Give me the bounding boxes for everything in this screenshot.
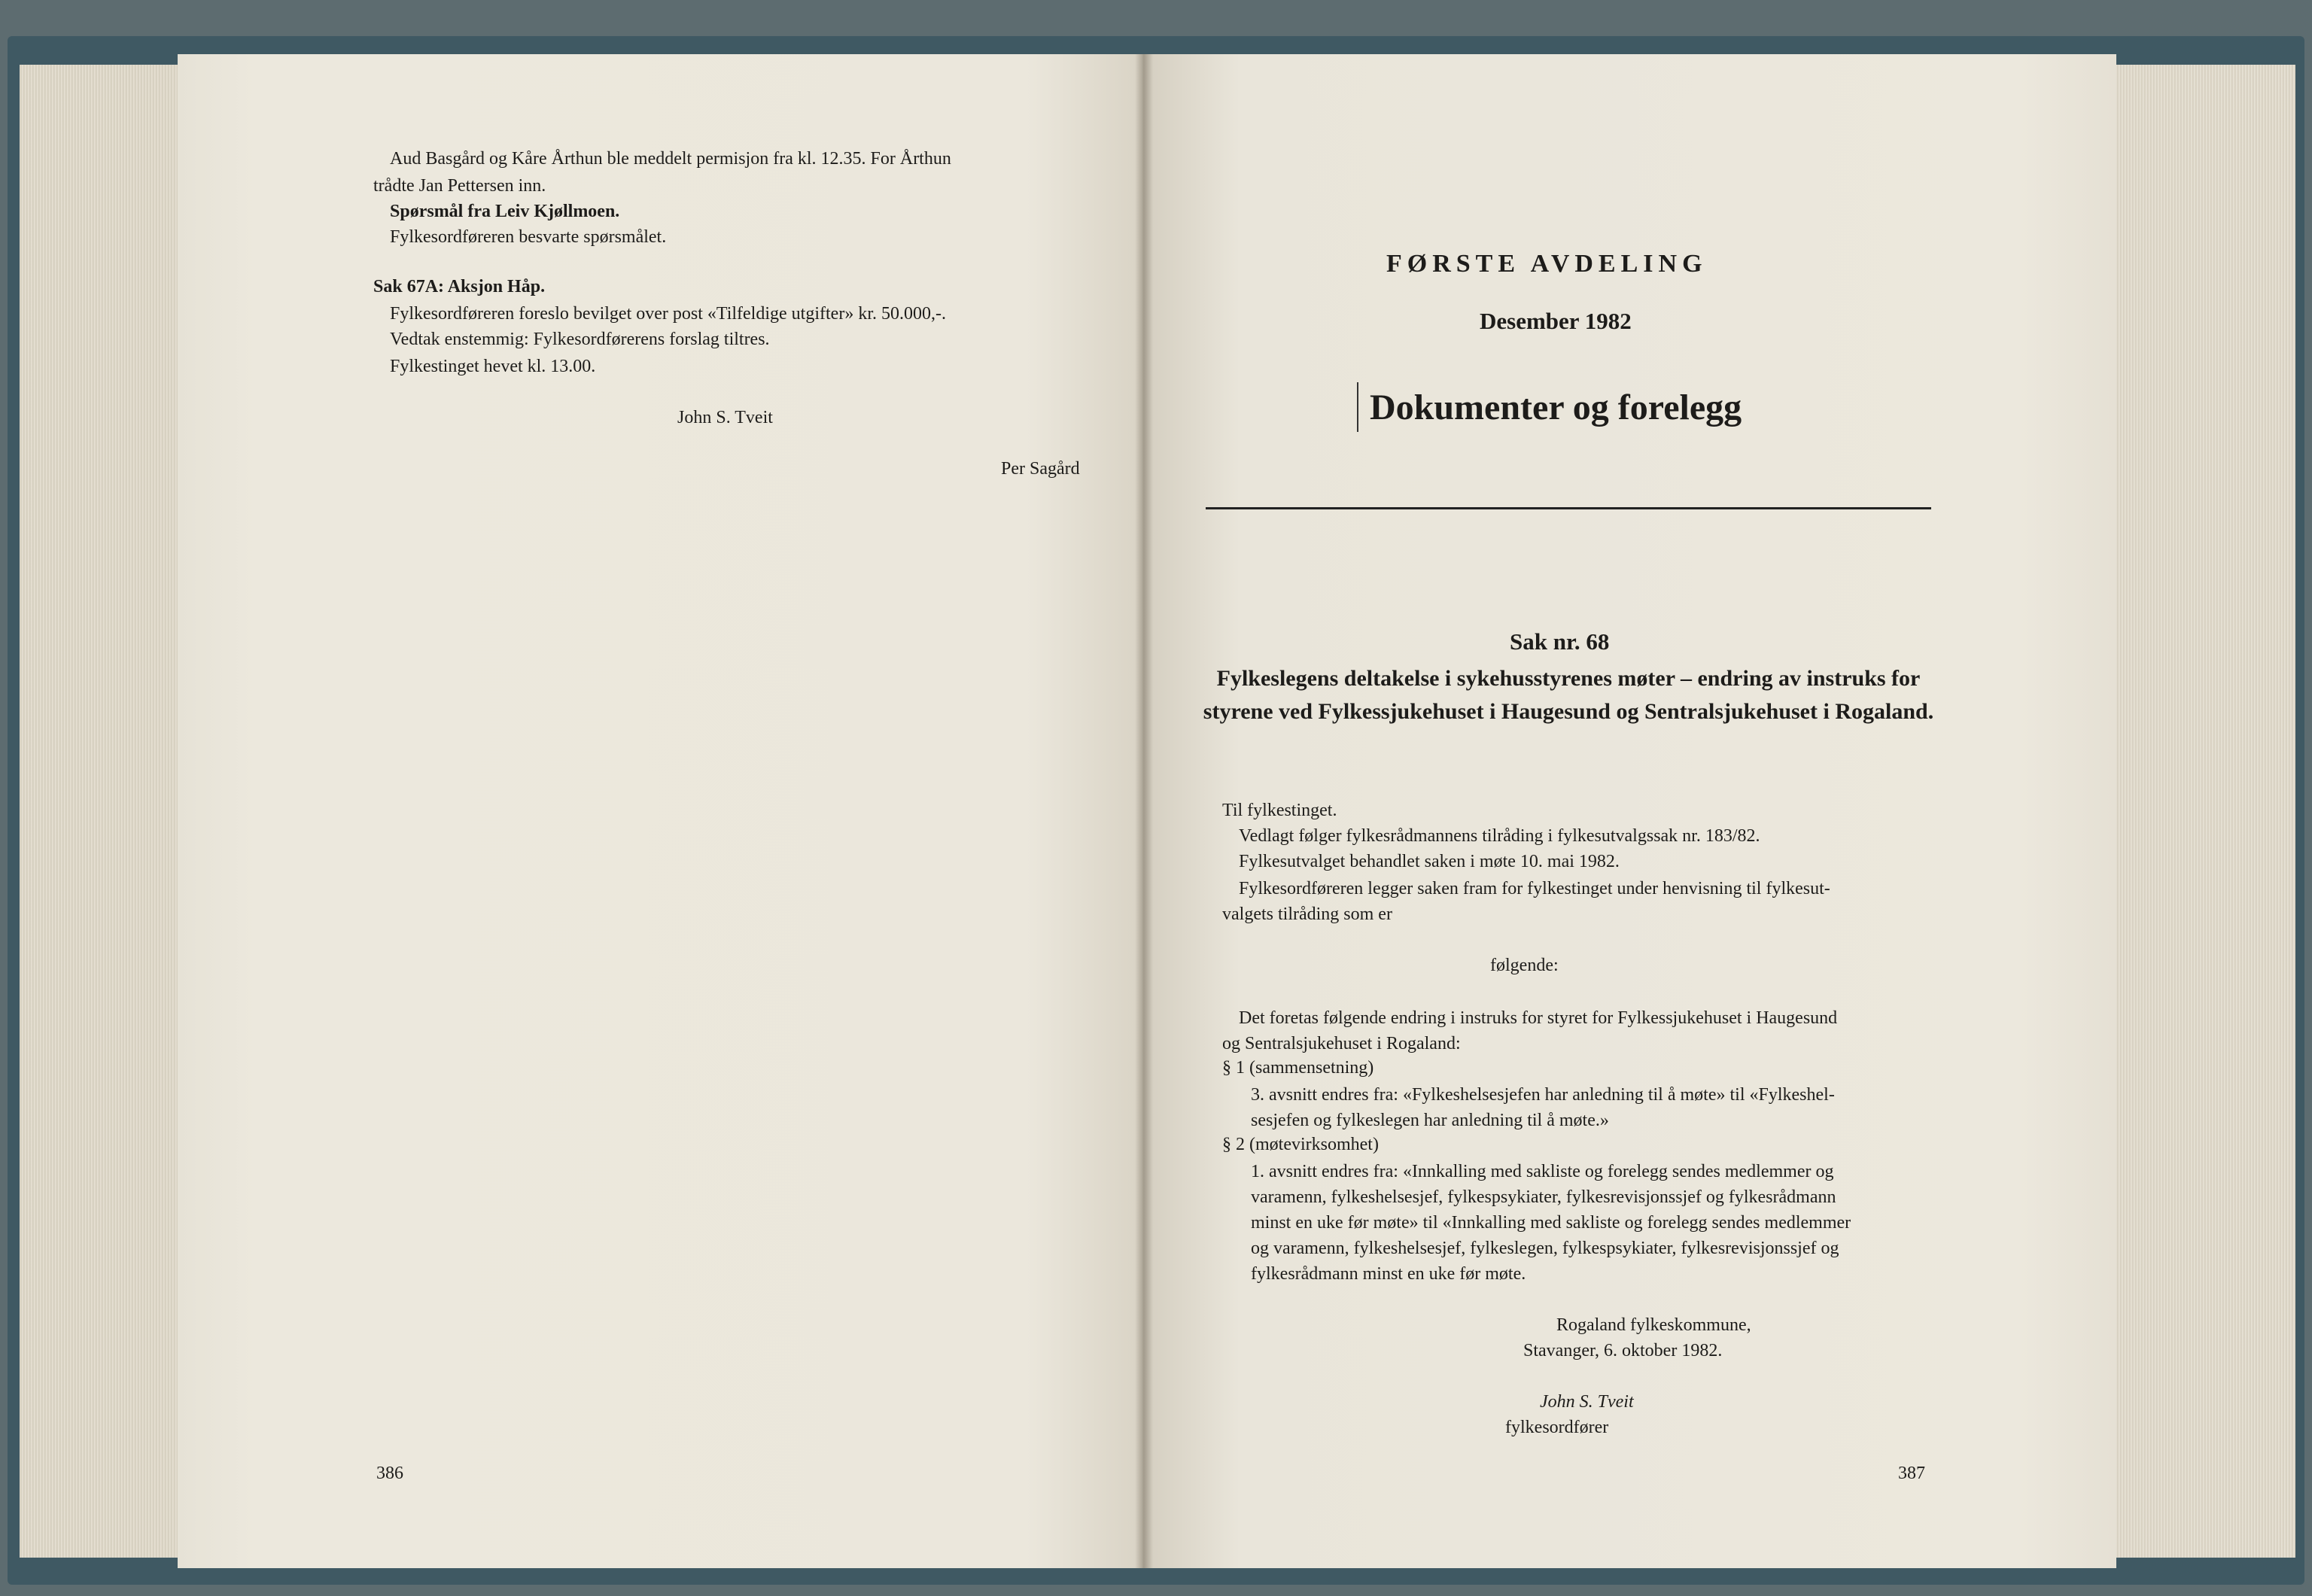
body-line: Fylkesordføreren legger saken fram for fylkestinget under henvisning til fylkesut- — [1239, 879, 1830, 898]
section-heading: FØRSTE AVDELING — [1386, 250, 1708, 278]
page-title: Dokumenter og forelegg — [1370, 388, 1742, 427]
body-line: Til fylkestinget. — [1222, 801, 1337, 820]
body-line: Vedlagt følger fylkesrådmannens tilråding i fylkesutvalgssak nr. 183/82. — [1239, 826, 1760, 846]
resolution-line: 1. avsnitt endres fra: «Innkalling med sakliste og forelegg sendes medlemmer og — [1251, 1162, 1834, 1181]
resolution-line: Det foretas følgende endring i instruks for styret for Fylkessjukehuset i Haugesund — [1239, 1008, 1838, 1028]
body-line: valgets tilråding som er — [1222, 904, 1392, 924]
resolution-line: § 1 (sammensetning) — [1222, 1058, 1374, 1078]
vertical-bar — [1357, 382, 1358, 432]
signer-title: fylkesordfører — [1505, 1418, 1609, 1437]
resolution-line: varamenn, fylkeshelsesjef, fylkespsykiater, fylkesrevisjonssjef og fylkesrådmann — [1251, 1187, 1836, 1207]
left-page — [178, 54, 1142, 1568]
divider — [1206, 507, 1931, 509]
resolution-line: minst en uke før møte» til «Innkalling med sakliste og forelegg sendes medlemmer — [1251, 1213, 1851, 1233]
signature: Per Sagård — [1001, 459, 1080, 479]
resolution-line: og Sentralsjukehuset i Rogaland: — [1222, 1034, 1461, 1053]
resolution-line: og varamenn, fylkeshelsesjef, fylkeslegen, fylkespsykiater, fylkesrevisjonssjef og — [1251, 1239, 1839, 1258]
resolution-line: sesjefen og fylkeslegen har anledning til å møte.» — [1251, 1111, 1609, 1130]
page-number-right: 387 — [1898, 1464, 1925, 1483]
left-line: Fylkestinget hevet kl. 13.00. — [390, 357, 596, 376]
signature: John S. Tveit — [677, 408, 773, 427]
body-line: Fylkesutvalget behandlet saken i møte 10. mai 1982. — [1239, 852, 1620, 871]
page-number-left: 386 — [376, 1464, 403, 1483]
left-line: Fylkesordføreren besvarte spørsmålet. — [390, 227, 667, 247]
case-number: Sak nr. 68 — [1510, 628, 1610, 655]
left-line: trådte Jan Pettersen inn. — [373, 176, 546, 196]
book-gutter — [1135, 54, 1153, 1568]
place-line: Stavanger, 6. oktober 1982. — [1523, 1341, 1723, 1360]
signer-name: John S. Tveit — [1540, 1392, 1634, 1412]
resolution-line: § 2 (møtevirksomhet) — [1222, 1135, 1379, 1154]
month-heading: Desember 1982 — [1480, 308, 1632, 334]
page-edges-left — [20, 65, 178, 1558]
page-edges-right — [2116, 65, 2295, 1558]
question-heading: Spørsmål fra Leiv Kjøllmoen. — [390, 202, 620, 221]
case-title: Fylkeslegens deltakelse i sykehusstyrenes møter – endring av instruks for styrene ved Fylkessjukehuset i Haugesund og Sentralsjukehuset i Rogaland. — [1203, 666, 1934, 724]
left-line: Vedtak enstemmig: Fylkesordførerens forslag tiltres. — [390, 330, 770, 349]
left-line: Aud Basgård og Kåre Årthun ble meddelt permisjon fra kl. 12.35. For Årthun — [390, 149, 951, 169]
resolution-line: fylkesrådmann minst en uke før møte. — [1251, 1264, 1526, 1284]
resolution-line: 3. avsnitt endres fra: «Fylkeshelsesjefen har anledning til å møte» til «Fylkeshel- — [1251, 1085, 1835, 1105]
folgende-label: følgende: — [1490, 956, 1559, 975]
place-line: Rogaland fylkeskommune, — [1556, 1315, 1751, 1335]
left-line: Fylkesordføreren foreslo bevilget over post «Tilfeldige utgifter» kr. 50.000,-. — [390, 304, 946, 324]
case-heading: Sak 67A: Aksjon Håp. — [373, 277, 546, 296]
